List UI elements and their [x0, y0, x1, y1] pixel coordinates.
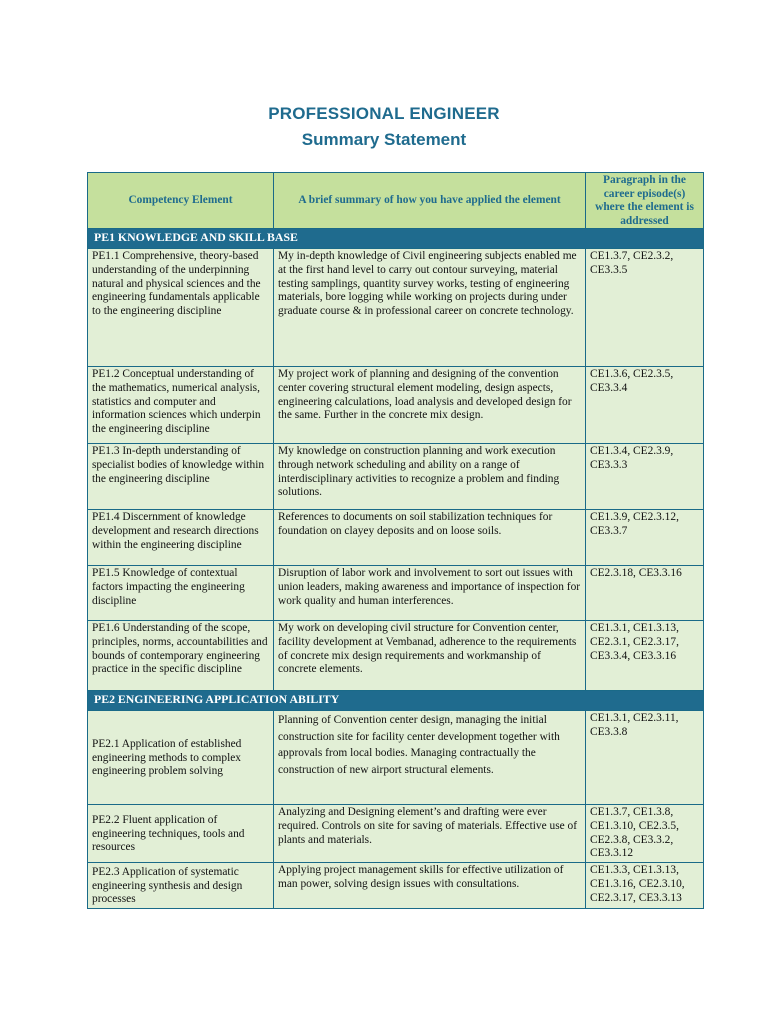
- table-row: [88, 805, 704, 863]
- competency-element: PE1.1 Comprehensive, theory-based understanding of the underpinning natural and physical sciences and the engineering fundamentals applicable to the engineering discipline: [88, 249, 274, 367]
- career-episode-paragraphs: CE1.3.7, CE2.3.2, CE3.3.5: [586, 249, 704, 367]
- application-summary: References to documents on soil stabilization techniques for foundation on clayey deposits and on loose soils.: [274, 510, 586, 566]
- career-episode-paragraphs: CE1.3.3, CE1.3.13, CE1.3.16, CE2.3.10, CE2.3.17, CE3.3.13: [586, 863, 704, 909]
- section-title: PE1 KNOWLEDGE AND SKILL BASE: [88, 229, 704, 249]
- table-row: [88, 510, 704, 566]
- career-episode-paragraphs: CE1.3.6, CE2.3.5, CE3.3.4: [586, 367, 704, 444]
- column-header-summary: A brief summary of how you have applied the element: [274, 173, 586, 229]
- application-summary: Planning of Convention center design, managing the initial construction site for facility center development together with approvals from local bodies. Managing contractually the construction of new airport structural elements.: [274, 711, 586, 805]
- table-row: [88, 566, 704, 621]
- competency-element: PE1.3 In-depth understanding of specialist bodies of knowledge within the engineering discipline: [88, 444, 274, 510]
- competency-element: PE1.5 Knowledge of contextual factors impacting the engineering discipline: [88, 566, 274, 621]
- application-summary: My work on developing civil structure for Convention center, facility development at Vembanad, adherence to the requirements of concrete mix design requirements and workmanship of concrete elements.: [274, 621, 586, 691]
- column-header-paragraph: Paragraph in the career episode(s) where the element is addressed: [586, 173, 704, 229]
- career-episode-paragraphs: CE1.3.7, CE1.3.8, CE1.3.10, CE2.3.5, CE2.3.8, CE3.3.2, CE3.3.12: [586, 805, 704, 863]
- page-subtitle: Summary Statement: [301, 130, 467, 149]
- application-summary: My project work of planning and designing of the convention center covering structural element modeling, design aspects, engineering calculations, load analysis and developed design for the same. Further in the concrete mix design.: [274, 367, 586, 444]
- application-summary: My knowledge on construction planning and work execution through network scheduling and ability on a range of interdisciplinary activities to recognize a problem and finding solutions.: [274, 444, 586, 510]
- column-header-competency: Competency Element: [88, 173, 274, 229]
- section-header-pe2: [88, 691, 704, 711]
- page-title: PROFESSIONAL ENGINEER: [268, 104, 500, 123]
- career-episode-paragraphs: CE1.3.4, CE2.3.9, CE3.3.3: [586, 444, 704, 510]
- career-episode-paragraphs: CE1.3.1, CE1.3.13, CE2.3.1, CE2.3.17, CE3.3.4, CE3.3.16: [586, 621, 704, 691]
- career-episode-paragraphs: CE2.3.18, CE3.3.16: [586, 566, 704, 621]
- table-row: [88, 711, 704, 805]
- section-title: PE2 ENGINEERING APPLICATION ABILITY: [88, 691, 704, 711]
- table-row: [88, 249, 704, 367]
- career-episode-paragraphs: CE1.3.9, CE2.3.12, CE3.3.7: [586, 510, 704, 566]
- section-header-pe1: [88, 229, 704, 249]
- competency-element: PE1.4 Discernment of knowledge development and research directions within the engineering discipline: [88, 510, 274, 566]
- application-summary: Applying project management skills for effective utilization of man power, solving design issues with consultations.: [274, 863, 586, 909]
- application-summary: Disruption of labor work and involvement to sort out issues with union leaders, making awareness and importance of inspection for work quality and human interferences.: [274, 566, 586, 621]
- career-episode-paragraphs: CE1.3.1, CE2.3.11, CE3.3.8: [586, 711, 704, 805]
- competency-element: PE2.2 Fluent application of engineering techniques, tools and resources: [88, 805, 274, 863]
- competency-element: PE1.6 Understanding of the scope, principles, norms, accountabilities and bounds of contemporary engineering practice in the specific discipline: [88, 621, 274, 691]
- competency-element: PE1.2 Conceptual understanding of the mathematics, numerical analysis, statistics and computer and information sciences which underpin the engineering discipline: [88, 367, 274, 444]
- table-row: [88, 621, 704, 691]
- summary-table: [87, 172, 704, 909]
- table-row: [88, 863, 704, 909]
- table-row: [88, 367, 704, 444]
- table-row: [88, 444, 704, 510]
- application-summary: Analyzing and Designing element’s and drafting were ever required. Controls on site for saving of materials. Effective use of plants and materials.: [274, 805, 586, 863]
- competency-element: PE2.3 Application of systematic engineering synthesis and design processes: [88, 863, 274, 909]
- application-summary: My in-depth knowledge of Civil engineering subjects enabled me at the first hand level to carry out contour surveying, material testing samplings, quantity survey works, testing of engineering materials, bore logging while working on projects during under graduate course & in professional career on concrete technology.: [274, 249, 586, 367]
- table-header-row: [88, 173, 704, 229]
- competency-element: PE2.1 Application of established engineering methods to complex engineering problem solving: [88, 711, 274, 805]
